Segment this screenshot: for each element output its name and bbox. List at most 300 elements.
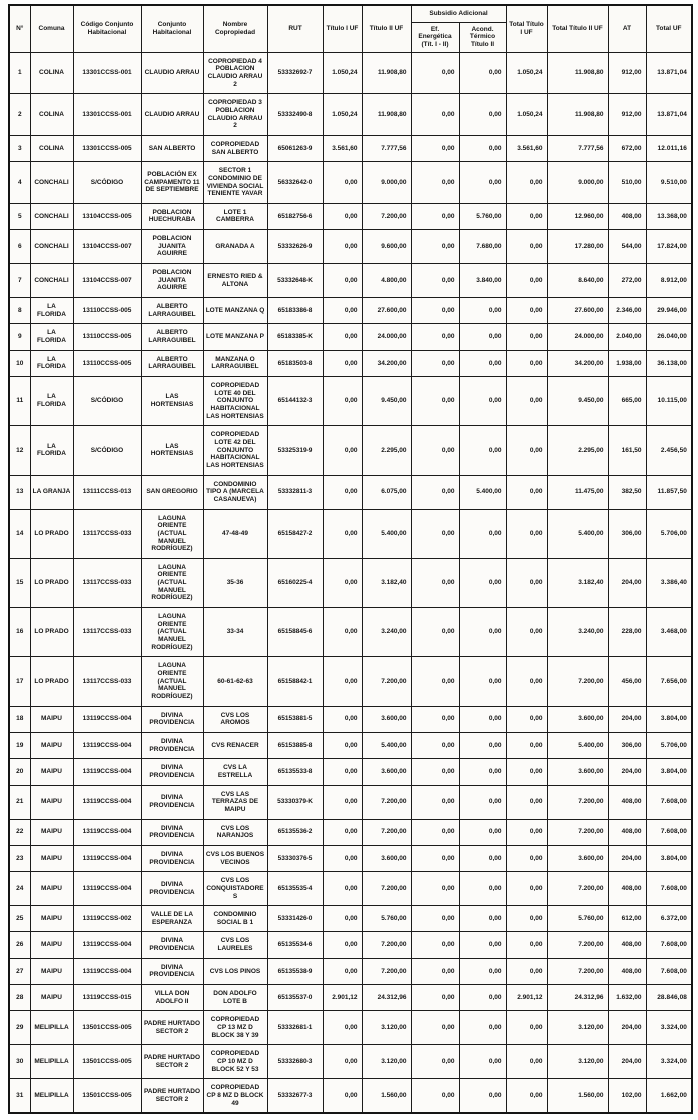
cell-codigo: 13119CCSS-004 xyxy=(73,958,141,984)
cell-total_uf: 1.662,00 xyxy=(646,1079,692,1113)
cell-titulo1: 0,00 xyxy=(323,906,362,932)
cell-titulo2: 1.560,00 xyxy=(362,1079,411,1113)
cell-ef_energetica: 0,00 xyxy=(411,819,459,845)
cell-total_titulo1: 0,00 xyxy=(506,759,547,785)
cell-ef_energetica: 0,00 xyxy=(411,230,459,264)
cell-rut: 65061263-9 xyxy=(267,135,323,161)
cell-codigo: 13119CCSS-004 xyxy=(73,819,141,845)
cell-ef_energetica: 0,00 xyxy=(411,350,459,376)
cell-titulo2: 5.400,00 xyxy=(362,509,411,558)
cell-titulo2: 3.120,00 xyxy=(362,1011,411,1045)
cell-acond_termico: 0,00 xyxy=(459,958,506,984)
cell-titulo1: 0,00 xyxy=(323,732,362,758)
cell-conjunto: LAGUNA ORIENTE (ACTUAL MANUEL RODRÍGUEZ) xyxy=(141,608,203,657)
cell-nombre: 47-48-49 xyxy=(203,509,267,558)
cell-codigo: 13104CCSS-007 xyxy=(73,230,141,264)
cell-titulo1: 0,00 xyxy=(323,162,362,204)
header-nombre-copropiedad: Nombre Copropiedad xyxy=(203,5,267,52)
cell-titulo1: 0,00 xyxy=(323,1011,362,1045)
cell-total_titulo1: 0,00 xyxy=(506,426,547,475)
cell-total_uf: 7.608,00 xyxy=(646,785,692,819)
cell-codigo: 13104CCSS-005 xyxy=(73,203,141,229)
cell-total_titulo2: 17.280,00 xyxy=(547,230,608,264)
cell-n: 11 xyxy=(9,377,30,426)
table-row xyxy=(9,906,692,932)
cell-ef_energetica: 0,00 xyxy=(411,426,459,475)
cell-titulo1: 0,00 xyxy=(323,324,362,350)
cell-titulo1: 0,00 xyxy=(323,475,362,509)
cell-total_uf: 28.846,08 xyxy=(646,985,692,1011)
cell-conjunto: SAN GREGORIO xyxy=(141,475,203,509)
cell-titulo1: 0,00 xyxy=(323,759,362,785)
cell-total_titulo1: 0,00 xyxy=(506,162,547,204)
cell-nombre: COPROPIEDAD CP 13 MZ D BLOCK 38 Y 39 xyxy=(203,1011,267,1045)
cell-nombre: CONDOMINIO TIPO A (MARCELA CASANUEVA) xyxy=(203,475,267,509)
cell-total_titulo1: 0,00 xyxy=(506,1045,547,1079)
cell-rut: 65135536-2 xyxy=(267,819,323,845)
cell-at: 456,00 xyxy=(608,657,646,706)
cell-ef_energetica: 0,00 xyxy=(411,608,459,657)
cell-codigo: 13301CCSS-001 xyxy=(73,52,141,94)
cell-nombre: LOTE MANZANA P xyxy=(203,324,267,350)
cell-total_uf: 3.468,00 xyxy=(646,608,692,657)
cell-at: 204,00 xyxy=(608,1045,646,1079)
cell-ef_energetica: 0,00 xyxy=(411,203,459,229)
cell-total_titulo1: 0,00 xyxy=(506,1079,547,1113)
cell-titulo2: 9.600,00 xyxy=(362,230,411,264)
cell-titulo1: 2.901,12 xyxy=(323,985,362,1011)
cell-total_titulo1: 0,00 xyxy=(506,732,547,758)
cell-nombre: MANZANA O LARRAGUIBEL xyxy=(203,350,267,376)
cell-comuna: MAIPU xyxy=(30,932,73,958)
cell-rut: 65135537-0 xyxy=(267,985,323,1011)
cell-ef_energetica: 0,00 xyxy=(411,732,459,758)
cell-titulo1: 0,00 xyxy=(323,932,362,958)
cell-titulo1: 0,00 xyxy=(323,298,362,324)
table-row xyxy=(9,657,692,706)
cell-rut: 65158845-6 xyxy=(267,608,323,657)
cell-total_titulo1: 2.901,12 xyxy=(506,985,547,1011)
cell-acond_termico: 0,00 xyxy=(459,732,506,758)
cell-nombre: COPROPIEDAD 3 POBLACION CLAUDIO ARRAU 2 xyxy=(203,94,267,136)
cell-total_uf: 8.912,00 xyxy=(646,264,692,298)
cell-total_titulo2: 3.240,00 xyxy=(547,608,608,657)
cell-titulo1: 0,00 xyxy=(323,608,362,657)
cell-titulo1: 0,00 xyxy=(323,657,362,706)
cell-total_titulo2: 9.450,00 xyxy=(547,377,608,426)
cell-conjunto: ALBERTO LARRAGUIBEL xyxy=(141,350,203,376)
cell-n: 29 xyxy=(9,1011,30,1045)
cell-rut: 53332692-7 xyxy=(267,52,323,94)
cell-titulo2: 3.240,00 xyxy=(362,608,411,657)
cell-comuna: LO PRADO xyxy=(30,509,73,558)
table-row xyxy=(9,509,692,558)
cell-comuna: LO PRADO xyxy=(30,558,73,607)
cell-ef_energetica: 0,00 xyxy=(411,985,459,1011)
cell-at: 306,00 xyxy=(608,732,646,758)
header-comuna: Comuna xyxy=(30,5,73,52)
cell-titulo2: 7.200,00 xyxy=(362,785,411,819)
cell-nombre: ERNESTO RIED & ALTONA xyxy=(203,264,267,298)
cell-titulo2: 7.200,00 xyxy=(362,872,411,906)
cell-n: 31 xyxy=(9,1079,30,1113)
cell-conjunto: SAN ALBERTO xyxy=(141,135,203,161)
cell-at: 408,00 xyxy=(608,819,646,845)
cell-rut: 65135534-6 xyxy=(267,932,323,958)
cell-total_titulo1: 1.050,24 xyxy=(506,52,547,94)
cell-comuna: MAIPU xyxy=(30,985,73,1011)
cell-rut: 53332626-9 xyxy=(267,230,323,264)
cell-comuna: MAIPU xyxy=(30,732,73,758)
cell-n: 17 xyxy=(9,657,30,706)
cell-conjunto: DIVINA PROVIDENCIA xyxy=(141,845,203,871)
cell-total_titulo1: 0,00 xyxy=(506,203,547,229)
cell-titulo2: 3.600,00 xyxy=(362,706,411,732)
cell-codigo: 13119CCSS-004 xyxy=(73,759,141,785)
cell-total_titulo2: 3.120,00 xyxy=(547,1011,608,1045)
cell-rut: 65183503-8 xyxy=(267,350,323,376)
table-row xyxy=(9,230,692,264)
cell-total_titulo1: 0,00 xyxy=(506,509,547,558)
cell-conjunto: DIVINA PROVIDENCIA xyxy=(141,819,203,845)
cell-total_titulo2: 3.600,00 xyxy=(547,759,608,785)
cell-total_uf: 13.368,00 xyxy=(646,203,692,229)
cell-acond_termico: 0,00 xyxy=(459,985,506,1011)
cell-at: 672,00 xyxy=(608,135,646,161)
cell-codigo: 13117CCSS-033 xyxy=(73,608,141,657)
cell-total_titulo2: 7.200,00 xyxy=(547,819,608,845)
cell-at: 408,00 xyxy=(608,785,646,819)
cell-nombre: CVS LA ESTRELLA xyxy=(203,759,267,785)
cell-at: 204,00 xyxy=(608,558,646,607)
cell-at: 912,00 xyxy=(608,52,646,94)
cell-codigo: 13111CCSS-013 xyxy=(73,475,141,509)
cell-codigo: 13104CCSS-007 xyxy=(73,264,141,298)
cell-ef_energetica: 0,00 xyxy=(411,264,459,298)
cell-total_titulo2: 12.960,00 xyxy=(547,203,608,229)
cell-total_titulo2: 7.777,56 xyxy=(547,135,608,161)
cell-total_uf: 7.608,00 xyxy=(646,819,692,845)
cell-rut: 65135538-9 xyxy=(267,958,323,984)
cell-acond_termico: 0,00 xyxy=(459,906,506,932)
cell-acond_termico: 0,00 xyxy=(459,324,506,350)
cell-n: 21 xyxy=(9,785,30,819)
cell-at: 161,50 xyxy=(608,426,646,475)
cell-total_uf: 7.608,00 xyxy=(646,958,692,984)
table-row xyxy=(9,162,692,204)
cell-acond_termico: 0,00 xyxy=(459,1045,506,1079)
cell-total_uf: 7.608,00 xyxy=(646,872,692,906)
header-titulo-2-uf: Título II UF xyxy=(362,5,411,52)
cell-total_titulo1: 0,00 xyxy=(506,845,547,871)
cell-ef_energetica: 0,00 xyxy=(411,785,459,819)
cell-acond_termico: 0,00 xyxy=(459,162,506,204)
cell-comuna: MELIPILLA xyxy=(30,1079,73,1113)
cell-at: 510,00 xyxy=(608,162,646,204)
cell-total_uf: 3.386,40 xyxy=(646,558,692,607)
cell-conjunto: POBLACION JUANITA AGUIRRE xyxy=(141,264,203,298)
header-n: N° xyxy=(9,5,30,52)
cell-comuna: MAIPU xyxy=(30,845,73,871)
cell-conjunto: POBLACIÓN EX CAMPAMENTO 11 DE SEPTIEMBRE xyxy=(141,162,203,204)
cell-ef_energetica: 0,00 xyxy=(411,475,459,509)
cell-ef_energetica: 0,00 xyxy=(411,1079,459,1113)
cell-titulo2: 3.182,40 xyxy=(362,558,411,607)
cell-at: 665,00 xyxy=(608,377,646,426)
cell-acond_termico: 0,00 xyxy=(459,657,506,706)
table-row xyxy=(9,785,692,819)
cell-acond_termico: 0,00 xyxy=(459,819,506,845)
cell-acond_termico: 0,00 xyxy=(459,785,506,819)
cell-comuna: MAIPU xyxy=(30,819,73,845)
cell-n: 2 xyxy=(9,94,30,136)
cell-n: 4 xyxy=(9,162,30,204)
cell-total_uf: 9.510,00 xyxy=(646,162,692,204)
cell-n: 19 xyxy=(9,732,30,758)
cell-rut: 65135535-4 xyxy=(267,872,323,906)
cell-titulo1: 0,00 xyxy=(323,819,362,845)
cell-acond_termico: 0,00 xyxy=(459,426,506,475)
cell-titulo2: 9.450,00 xyxy=(362,377,411,426)
cell-total_titulo1: 0,00 xyxy=(506,298,547,324)
cell-at: 408,00 xyxy=(608,872,646,906)
cell-nombre: COPROPIEDAD LOTE 40 DEL CONJUNTO HABITACIONAL LAS HORTENSIAS xyxy=(203,377,267,426)
cell-at: 1.938,00 xyxy=(608,350,646,376)
cell-titulo2: 11.908,80 xyxy=(362,52,411,94)
cell-at: 408,00 xyxy=(608,203,646,229)
cell-acond_termico: 0,00 xyxy=(459,759,506,785)
cell-nombre: CVS LOS BUENOS VECINOS xyxy=(203,845,267,871)
table-row xyxy=(9,608,692,657)
cell-total_titulo1: 0,00 xyxy=(506,230,547,264)
cell-total_titulo2: 24.312,96 xyxy=(547,985,608,1011)
cell-titulo2: 9.000,00 xyxy=(362,162,411,204)
cell-n: 16 xyxy=(9,608,30,657)
table-row xyxy=(9,52,692,94)
cell-acond_termico: 7.680,00 xyxy=(459,230,506,264)
cell-titulo2: 34.200,00 xyxy=(362,350,411,376)
cell-nombre: COPROPIEDAD CP 10 MZ D BLOCK 52 Y 53 xyxy=(203,1045,267,1079)
cell-nombre: LOTE 1 CAMBERRA xyxy=(203,203,267,229)
cell-at: 408,00 xyxy=(608,932,646,958)
cell-comuna: MAIPU xyxy=(30,872,73,906)
cell-total_titulo1: 0,00 xyxy=(506,608,547,657)
cell-n: 23 xyxy=(9,845,30,871)
cell-titulo2: 7.200,00 xyxy=(362,203,411,229)
table-row xyxy=(9,872,692,906)
cell-ef_energetica: 0,00 xyxy=(411,759,459,785)
cell-total_titulo1: 0,00 xyxy=(506,785,547,819)
table-row xyxy=(9,264,692,298)
cell-titulo2: 3.600,00 xyxy=(362,845,411,871)
table-row xyxy=(9,819,692,845)
cell-at: 544,00 xyxy=(608,230,646,264)
cell-rut: 53332680-3 xyxy=(267,1045,323,1079)
cell-titulo2: 4.800,00 xyxy=(362,264,411,298)
cell-titulo2: 24.000,00 xyxy=(362,324,411,350)
cell-total_uf: 11.857,50 xyxy=(646,475,692,509)
table-row xyxy=(9,1045,692,1079)
cell-conjunto: PADRE HURTADO SECTOR 2 xyxy=(141,1011,203,1045)
cell-at: 382,50 xyxy=(608,475,646,509)
cell-codigo: S/CÓDIGO xyxy=(73,377,141,426)
cell-ef_energetica: 0,00 xyxy=(411,1045,459,1079)
cell-conjunto: PADRE HURTADO SECTOR 2 xyxy=(141,1079,203,1113)
cell-n: 22 xyxy=(9,819,30,845)
table-row xyxy=(9,203,692,229)
table-row xyxy=(9,324,692,350)
cell-titulo1: 0,00 xyxy=(323,706,362,732)
cell-rut: 65153881-5 xyxy=(267,706,323,732)
table-row xyxy=(9,932,692,958)
cell-codigo: 13119CCSS-002 xyxy=(73,906,141,932)
cell-total_titulo2: 5.400,00 xyxy=(547,509,608,558)
cell-total_titulo2: 27.600,00 xyxy=(547,298,608,324)
cell-codigo: 13119CCSS-004 xyxy=(73,785,141,819)
cell-total_uf: 6.372,00 xyxy=(646,906,692,932)
cell-n: 30 xyxy=(9,1045,30,1079)
cell-conjunto: ALBERTO LARRAGUIBEL xyxy=(141,298,203,324)
cell-at: 204,00 xyxy=(608,759,646,785)
cell-comuna: MELIPILLA xyxy=(30,1011,73,1045)
cell-titulo2: 2.295,00 xyxy=(362,426,411,475)
header-total-titulo-1-uf: Total Título I UF xyxy=(506,5,547,52)
cell-total_uf: 3.804,00 xyxy=(646,845,692,871)
cell-conjunto: DIVINA PROVIDENCIA xyxy=(141,785,203,819)
cell-comuna: LA GRANJA xyxy=(30,475,73,509)
cell-nombre: CVS LOS CONQUISTADORES xyxy=(203,872,267,906)
cell-nombre: 35-36 xyxy=(203,558,267,607)
cell-total_titulo1: 0,00 xyxy=(506,1011,547,1045)
cell-acond_termico: 0,00 xyxy=(459,845,506,871)
cell-conjunto: ALBERTO LARRAGUIBEL xyxy=(141,324,203,350)
cell-titulo1: 0,00 xyxy=(323,230,362,264)
cell-nombre: 33-34 xyxy=(203,608,267,657)
cell-codigo: S/CÓDIGO xyxy=(73,162,141,204)
table-header xyxy=(9,5,692,52)
table-row xyxy=(9,732,692,758)
cell-total_titulo1: 0,00 xyxy=(506,706,547,732)
cell-total_titulo1: 0,00 xyxy=(506,377,547,426)
cell-total_uf: 3.324,00 xyxy=(646,1045,692,1079)
cell-ef_energetica: 0,00 xyxy=(411,298,459,324)
cell-acond_termico: 0,00 xyxy=(459,377,506,426)
cell-ef_energetica: 0,00 xyxy=(411,509,459,558)
table-row xyxy=(9,426,692,475)
cell-n: 18 xyxy=(9,706,30,732)
cell-total_titulo2: 1.560,00 xyxy=(547,1079,608,1113)
cell-comuna: LO PRADO xyxy=(30,608,73,657)
cell-n: 10 xyxy=(9,350,30,376)
cell-titulo1: 0,00 xyxy=(323,958,362,984)
cell-total_titulo2: 5.400,00 xyxy=(547,732,608,758)
cell-total_titulo2: 3.120,00 xyxy=(547,1045,608,1079)
cell-acond_termico: 0,00 xyxy=(459,706,506,732)
cell-ef_energetica: 0,00 xyxy=(411,558,459,607)
cell-codigo: 13110CCSS-005 xyxy=(73,350,141,376)
cell-total_uf: 3.324,00 xyxy=(646,1011,692,1045)
cell-at: 306,00 xyxy=(608,509,646,558)
cell-total_titulo2: 9.000,00 xyxy=(547,162,608,204)
cell-comuna: MAIPU xyxy=(30,958,73,984)
cell-ef_energetica: 0,00 xyxy=(411,162,459,204)
cell-total_titulo1: 0,00 xyxy=(506,350,547,376)
cell-nombre: CONDOMINIO SOCIAL B 1 xyxy=(203,906,267,932)
cell-nombre: CVS LOS LAURELES xyxy=(203,932,267,958)
header-ef-energetica: Ef. Energética (Tít. I - II) xyxy=(411,22,459,52)
table-body xyxy=(9,52,692,1113)
cell-rut: 65135533-8 xyxy=(267,759,323,785)
cell-total_titulo2: 3.600,00 xyxy=(547,845,608,871)
cell-n: 9 xyxy=(9,324,30,350)
cell-total_titulo2: 7.200,00 xyxy=(547,958,608,984)
cell-codigo: 13301CCSS-001 xyxy=(73,94,141,136)
cell-nombre: CVS LOS PINOS xyxy=(203,958,267,984)
header-titulo-1-uf: Título I UF xyxy=(323,5,362,52)
cell-at: 408,00 xyxy=(608,958,646,984)
cell-comuna: MAIPU xyxy=(30,759,73,785)
cell-acond_termico: 0,00 xyxy=(459,558,506,607)
cell-acond_termico: 0,00 xyxy=(459,52,506,94)
cell-comuna: MELIPILLA xyxy=(30,1045,73,1079)
cell-at: 204,00 xyxy=(608,845,646,871)
cell-rut: 53332677-3 xyxy=(267,1079,323,1113)
cell-at: 912,00 xyxy=(608,94,646,136)
cell-n: 24 xyxy=(9,872,30,906)
cell-total_titulo2: 7.200,00 xyxy=(547,872,608,906)
table-row xyxy=(9,1079,692,1113)
cell-ef_energetica: 0,00 xyxy=(411,657,459,706)
cell-n: 7 xyxy=(9,264,30,298)
cell-acond_termico: 0,00 xyxy=(459,1011,506,1045)
cell-codigo: 13119CCSS-004 xyxy=(73,732,141,758)
cell-total_titulo2: 2.295,00 xyxy=(547,426,608,475)
cell-ef_energetica: 0,00 xyxy=(411,1011,459,1045)
cell-comuna: LO PRADO xyxy=(30,657,73,706)
cell-nombre: SECTOR 1 CONDOMINIO DE VIVIENDA SOCIAL TENIENTE YAVAR xyxy=(203,162,267,204)
cell-n: 3 xyxy=(9,135,30,161)
cell-acond_termico: 0,00 xyxy=(459,1079,506,1113)
cell-codigo: 13110CCSS-005 xyxy=(73,324,141,350)
cell-conjunto: VILLA DON ADOLFO II xyxy=(141,985,203,1011)
cell-total_titulo2: 24.000,00 xyxy=(547,324,608,350)
subsidios-copropiedades-table xyxy=(8,4,693,1114)
cell-n: 13 xyxy=(9,475,30,509)
cell-total_uf: 26.040,00 xyxy=(646,324,692,350)
cell-acond_termico: 0,00 xyxy=(459,872,506,906)
cell-comuna: COLINA xyxy=(30,135,73,161)
cell-rut: 65160225-4 xyxy=(267,558,323,607)
table-row xyxy=(9,377,692,426)
header-rut: RUT xyxy=(267,5,323,52)
cell-conjunto: LAGUNA ORIENTE (ACTUAL MANUEL RODRÍGUEZ) xyxy=(141,509,203,558)
cell-ef_energetica: 0,00 xyxy=(411,324,459,350)
cell-total_titulo2: 3.182,40 xyxy=(547,558,608,607)
cell-n: 14 xyxy=(9,509,30,558)
cell-acond_termico: 5.400,00 xyxy=(459,475,506,509)
cell-total_titulo2: 11.908,80 xyxy=(547,94,608,136)
cell-n: 27 xyxy=(9,958,30,984)
cell-rut: 65158427-2 xyxy=(267,509,323,558)
cell-conjunto: LAS HORTENSIAS xyxy=(141,426,203,475)
cell-titulo1: 1.050,24 xyxy=(323,52,362,94)
cell-codigo: 13119CCSS-004 xyxy=(73,932,141,958)
cell-conjunto: DIVINA PROVIDENCIA xyxy=(141,706,203,732)
cell-rut: 65183385-K xyxy=(267,324,323,350)
cell-titulo2: 5.760,00 xyxy=(362,906,411,932)
cell-codigo: 13501CCSS-005 xyxy=(73,1045,141,1079)
table-row xyxy=(9,135,692,161)
